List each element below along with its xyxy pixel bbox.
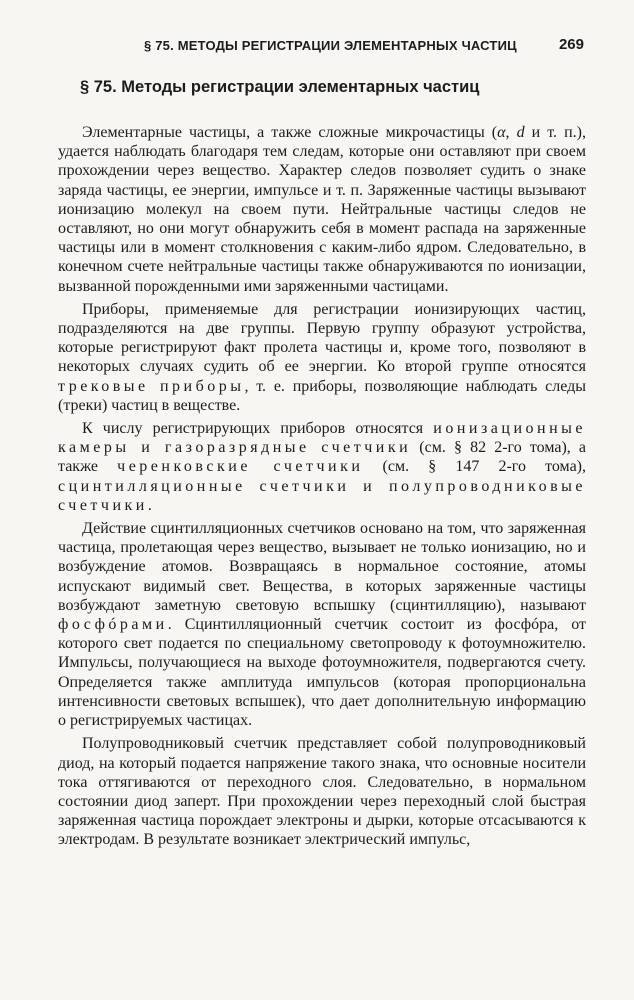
section-title: § 75. Методы регистрации элементарных частиц	[80, 78, 480, 96]
p1-text-b: ,	[505, 124, 517, 141]
paragraph-1	[58, 123, 586, 296]
p3-text-a: К числу регистрирующих приборов относятся	[82, 420, 434, 438]
p4-text-b: . Сцинтилляционный счетчик состоит из фосфóра, от которого свет подается по специальному светопроводу к фотоумножителю. Импульсы, получающиеся на выходе фотоумножителя, подвергаются счету. Определяется также амплитуда импульсов (которая пропорциональна интенсивности световых вспышек), что дает дополнительную информацию о регистрируемых частицах.	[58, 616, 586, 730]
p3-spaced-term-1: ионизационные камеры и газоразрядные счетчики	[58, 420, 586, 457]
p5-text-a: Полупроводниковый счетчик представляет собой полупроводниковый диод, на который подается напряжение такого знака, что основные носители тока оттягиваются от переходного слоя. Следовательно, в нормальном состоянии диод заперт. При прохождении через переходный слой быстрая заряженная частица порождает электроны и дырки, которые отсасываются к электродам. В результате возникает электрический импульс,	[58, 735, 586, 849]
p2-text-b: , т. е. приборы, позволяющие наблюдать следы (треки) частиц в веществе.	[58, 377, 587, 414]
running-title: § 75. МЕТОДЫ РЕГИСТРАЦИИ ЭЛЕМЕНТАРНЫХ ЧАСТИЦ	[144, 38, 517, 53]
page-number: 269	[558, 36, 584, 53]
body-text	[58, 123, 586, 850]
p1-text-a: Элементарные частицы, а также сложные микрочастицы (	[82, 124, 498, 141]
p4-spaced-term: фосфóрами	[58, 616, 168, 634]
paragraph-5	[58, 734, 586, 849]
p4-text-a: Действие сцинтилляционных счетчиков основано на том, что заряженная частица, пролетающая через вещество, вызывает не только ионизацию, но и возбуждение атомов. Возвращаясь в нормальное состояние, атомы испускают видимый свет. Вещества, в которых заряженные частицы возбуждают заметную световую вспышку (сцинтилляцию), называют	[58, 520, 586, 614]
paragraph-2	[58, 300, 586, 415]
p1-text-c: и т. п.), удается наблюдать благодаря тем следам, которые они оставляют при своем прохождении через вещество. Характер следов позволяет судить о знаке заряда частицы, ее энергии, импульсе и т. п. Заряженные частицы вызывают ионизацию молекул на своем пути. Нейтральные частицы следов не оставляют, но они могут обнаружить себя в момент распада на заряженные частицы или в момент столкновения с каким-либо ядром. Следовательно, в конечном счете нейтральные частицы также обнаруживаются по ионизации, вызванной порожденными ими заряженными частицами.	[58, 124, 586, 295]
p3-text-b: (см. § 82 2-го тома), а также	[58, 439, 586, 476]
p3-text-d: .	[147, 496, 152, 514]
paragraph-3	[58, 419, 586, 515]
p2-text-a: Приборы, применяемые для регистрации ионизирующих частиц, подразделяются на две группы. Первую группу образуют устройства, которые регистрируют факт пролета частицы и, кроме того, позволяют в некоторых случаях судить об ее энергии. Ко второй группе относятся	[58, 300, 586, 376]
running-header	[58, 34, 586, 64]
p1-d-symbol: d	[516, 124, 525, 141]
p3-spaced-term-2: черенковские счетчики	[117, 458, 364, 476]
p3-spaced-term-3: сцинтилляционные счетчики и полупроводниковые счетчики	[58, 477, 586, 514]
p1-alpha-symbol: α	[497, 124, 506, 141]
p3-text-c: (см. § 147 2-го тома),	[363, 458, 586, 476]
paragraph-4	[58, 519, 586, 730]
p2-spaced-term: трековые приборы	[58, 377, 245, 395]
